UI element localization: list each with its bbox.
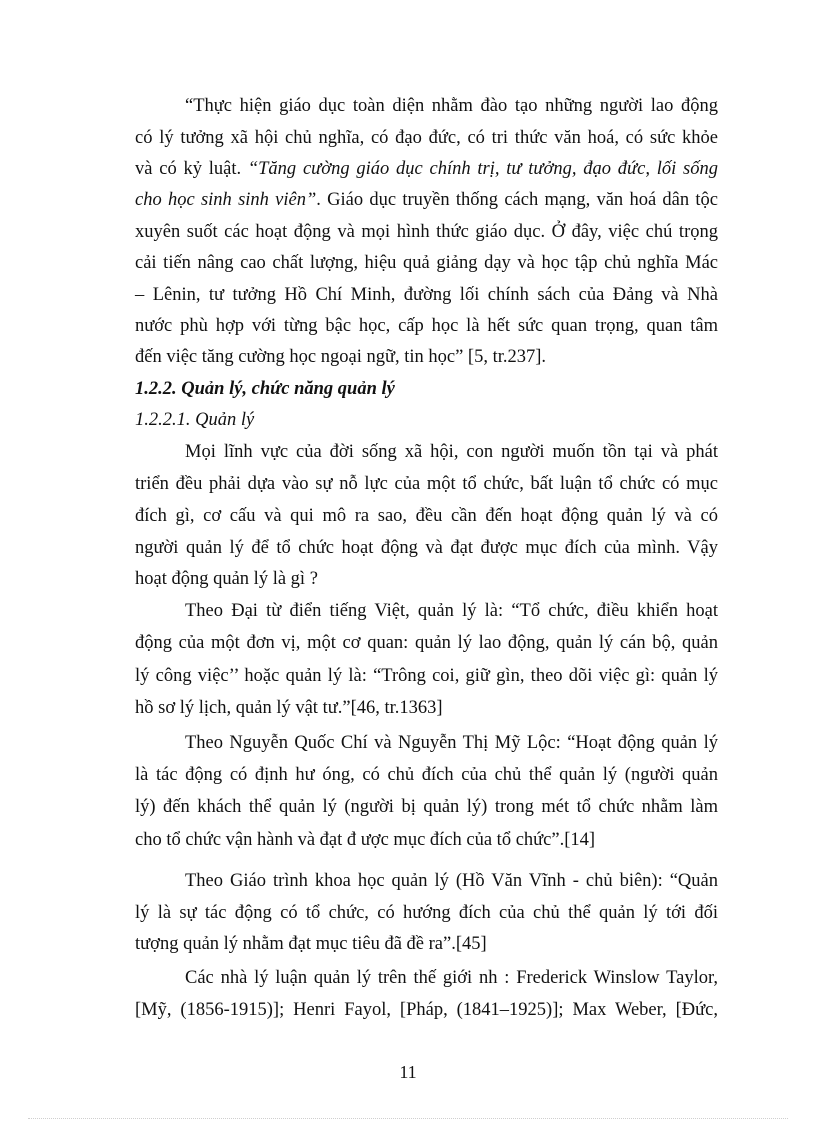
text-line: cho tổ chức vận hành và đạt đ ược mục đích của tổ chức”.[14] — [135, 830, 596, 850]
text-line: hoạt động quản lý là gì ? — [135, 569, 318, 589]
section-heading: 1.2.2. Quản lý, chức năng quản lý — [135, 379, 395, 399]
text-line: Theo Đại từ điển tiếng Việt, quản lý là: “Tổ chức, điều khiển hoạt — [185, 601, 718, 621]
page-bottom-divider — [28, 1118, 788, 1119]
text-line: lý) đến khách thể quản lý (người bị quản lý) trong mét tổ chức nhằm làm — [135, 797, 718, 817]
italic-quote: cho học sinh sinh viên” — [135, 190, 317, 210]
text-line: người quản lý để tổ chức hoạt động và đạt được mục đích của mình. Vậy — [135, 538, 718, 558]
italic-quote: “Tăng cường giáo dục chính trị, tư tưởng, đạo đức, lối sống — [247, 159, 718, 179]
text-line: “Thực hiện giáo dục toàn diện nhằm đào tạo những người lao động — [185, 96, 718, 116]
text-line-mixed — [135, 188, 718, 212]
text-line: nước phù hợp với từng bậc học, cấp học là hết sức quan trọng, quan tâm — [135, 316, 718, 336]
text-line: lý là sự tác động có tổ chức, có hướng đích của chủ thể quản lý tới đối — [135, 903, 718, 923]
page-number: 11 — [399, 1062, 417, 1082]
text-line: đến việc tăng cường học ngoại ngữ, tin học” [5, tr.237]. — [135, 347, 547, 367]
text-line: có lý tưởng xã hội chủ nghĩa, có đạo đức, có tri thức văn hoá, có sức khỏe — [135, 128, 718, 148]
text-line: đích gì, cơ cấu và qui mô ra sao, đều cần đến hoạt động quản lý và có — [135, 506, 718, 526]
text-line-mixed — [135, 157, 718, 181]
text-line: Mọi lĩnh vực của đời sống xã hội, con người muốn tồn tại và phát — [185, 442, 718, 462]
text-line: Theo Giáo trình khoa học quản lý (Hồ Văn Vĩnh - chủ biên): “Quản — [185, 871, 718, 891]
text-run: và có kỷ luật. — [135, 159, 248, 179]
text-line: Theo Nguyễn Quốc Chí và Nguyễn Thị Mỹ Lộc: “Hoạt động quản lý — [185, 733, 718, 753]
text-line: triển đều phải dựa vào sự nỗ lực của một tổ chức, bất luận tổ chức có mục — [135, 474, 718, 494]
text-line: xuyên suốt các hoạt động và mọi hình thức giáo dục. Ở đây, việc chú trọng — [135, 222, 718, 242]
text-line: động của một đơn vị, một cơ quan: quản lý lao động, quản lý cán bộ, quản — [135, 633, 718, 653]
text-line: lý công việc’’ hoặc quản lý là: “Trông coi, giữ gìn, theo dõi việc gì: quản lý — [135, 666, 718, 686]
text-line: là tác động có định hư óng, có chủ đích của chủ thể quản lý (người quản — [135, 765, 718, 785]
text-line: cải tiến nâng cao chất lượng, hiệu quả giảng dạy và học tập chủ nghĩa Mác — [135, 253, 718, 273]
text-line: tượng quản lý nhằm đạt mục tiêu đã đề ra”.[45] — [135, 934, 487, 954]
subsection-heading: 1.2.2.1. Quản lý — [135, 410, 255, 430]
text-line: [Mỹ, (1856-1915)]; Henri Fayol, [Pháp, (1841–1925)]; Max Weber, [Đức, — [135, 1000, 718, 1020]
text-run: . Giáo dục truyền thống cách mạng, văn hoá dân tộc — [316, 190, 719, 210]
text-line: – Lênin, tư tưởng Hồ Chí Minh, đường lối chính sách của Đảng và Nhà — [135, 285, 718, 305]
text-line: Các nhà lý luận quản lý trên thế giới nh : Frederick Winslow Taylor, — [185, 968, 718, 988]
text-line: hồ sơ lý lịch, quản lý vật tư.”[46, tr.1363] — [135, 698, 443, 718]
